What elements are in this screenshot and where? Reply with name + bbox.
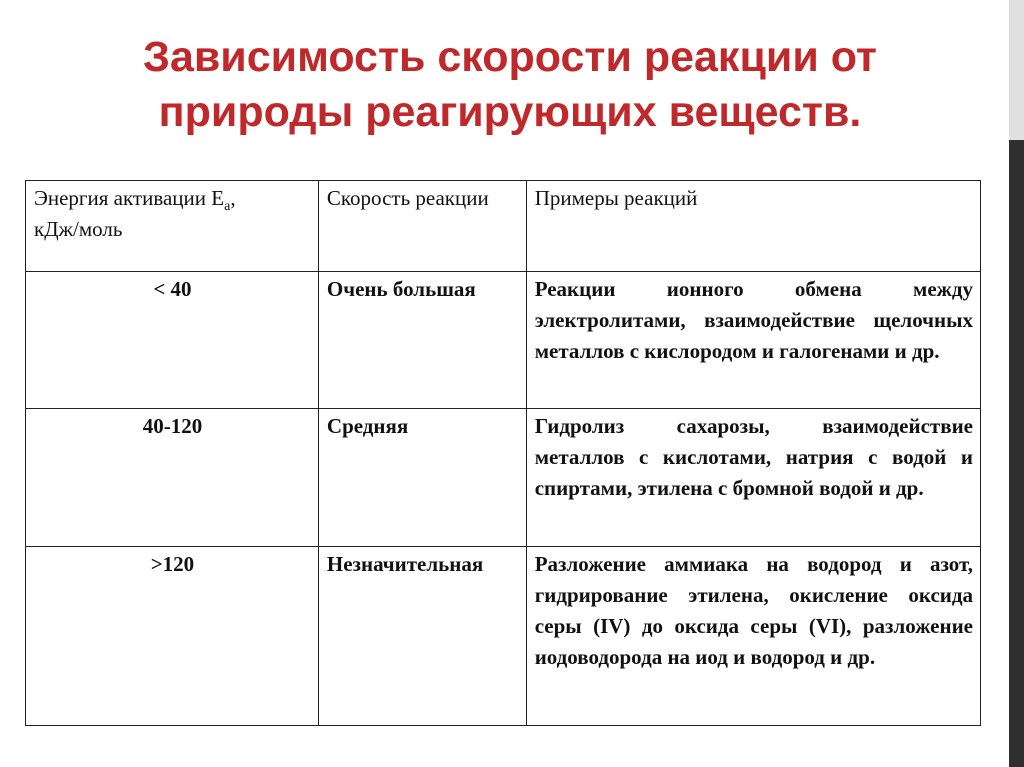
cell-speed: Очень большая <box>318 272 526 409</box>
reaction-rate-table <box>25 180 981 726</box>
slide-title-line1: Зависимость скорости реакции от <box>143 33 877 81</box>
cell-energy: >120 <box>26 547 319 726</box>
cell-energy: 40-120 <box>26 409 319 547</box>
header-energy-unit: кДж/моль <box>34 217 123 241</box>
header-activation-energy <box>26 181 319 272</box>
table-row <box>26 272 981 409</box>
cell-examples: Гидролиз сахарозы, взаимодействие металлов с кислотами, натрия с водой и спиртами, этилена с бромной водой и др. <box>526 409 980 547</box>
cell-speed: Незначительная <box>318 547 526 726</box>
table-row <box>26 409 981 547</box>
table-header-row <box>26 181 981 272</box>
cell-energy: < 40 <box>26 272 319 409</box>
header-examples: Примеры реакций <box>526 181 980 272</box>
header-energy-main: Энергия активации E <box>34 186 225 210</box>
header-energy-sub: a <box>224 199 231 215</box>
slide-side-band-top <box>1009 0 1024 140</box>
header-energy-suffix: , <box>230 186 236 210</box>
table-row <box>26 547 981 726</box>
header-reaction-speed: Скорость реакции <box>318 181 526 272</box>
slide-title-line2: природы реагирующих веществ. <box>158 88 862 136</box>
cell-examples: Разложение аммиака на водород и азот, гидрирование этилена, окисление оксида серы (IV) до оксида серы (VI), разложение иодоводорода на иод и водород и др. <box>526 547 980 726</box>
cell-examples: Реакции ионного обмена между электролитами, взаимодействие щелочных металлов с кислородом и галогенами и др. <box>526 272 980 409</box>
cell-speed: Средняя <box>318 409 526 547</box>
slide-title <box>60 30 960 140</box>
